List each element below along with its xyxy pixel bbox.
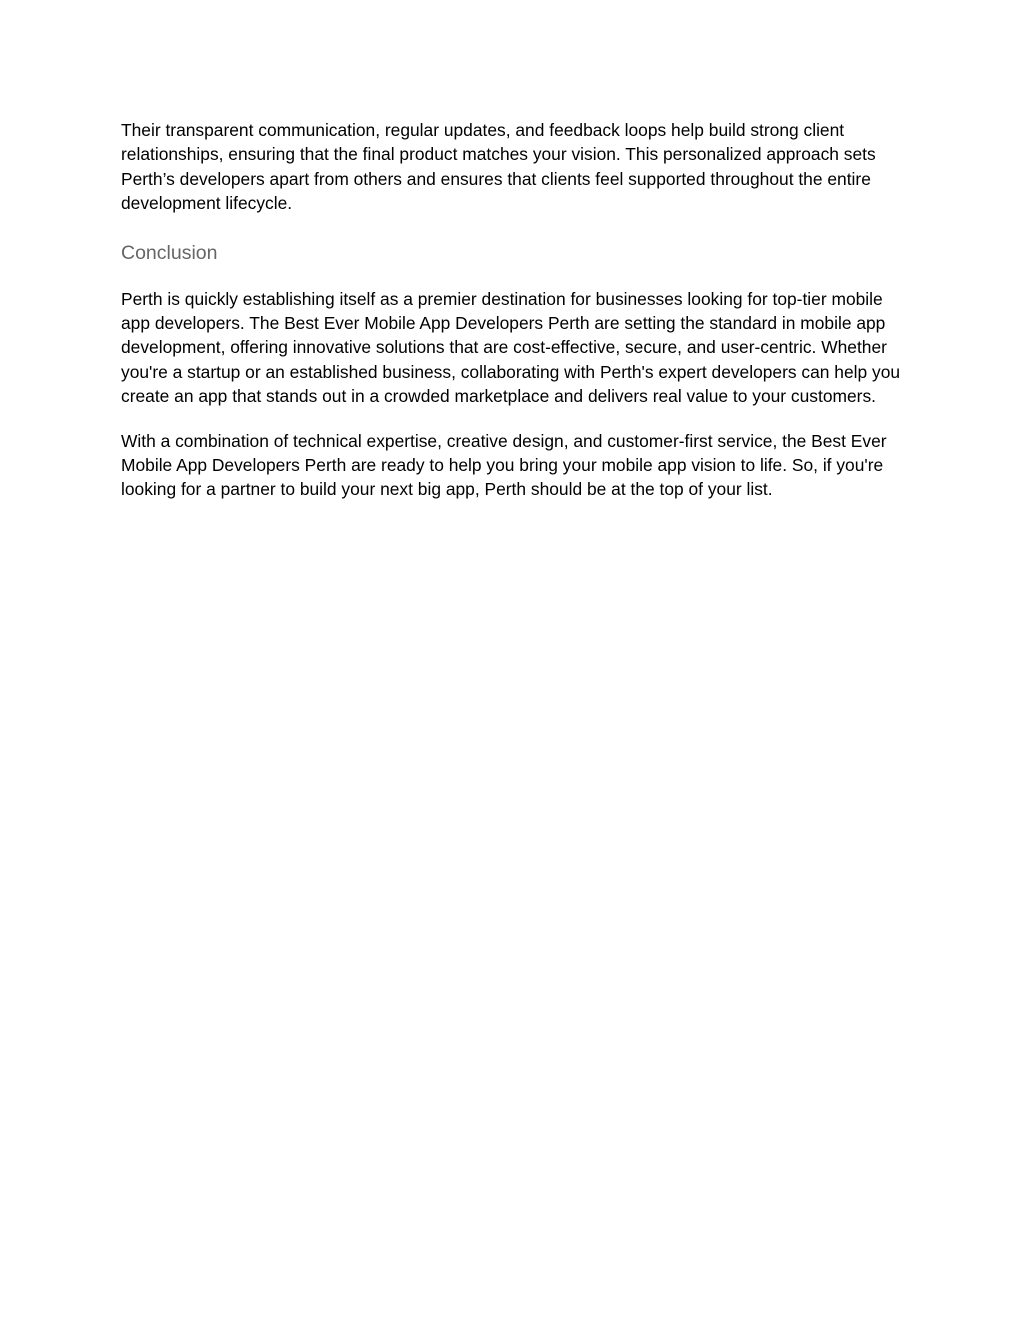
intro-paragraph: Their transparent communication, regular updates, and feedback loops help build strong client relationships, ensuring that the final product matches your vision. This personalized approach sets Perth’s developers apart from others and ensures that clients feel supported throughout the entire development lifecycle. xyxy=(121,120,876,214)
document-page xyxy=(121,118,911,502)
conclusion-paragraph-1: Perth is quickly establishing itself as a premier destination for businesses looking for top-tier mobile app developers. The Best Ever Mobile App Developers Perth are setting the standard in mobile app development, offering innovative solutions that are cost-effective, secure, and user-centric. Whether you're a startup or an established business, collaborating with Perth's expert developers can help you create an app that stands out in a crowded marketplace and delivers real value to your customers. xyxy=(121,288,901,407)
conclusion-heading: Conclusion xyxy=(121,241,218,264)
conclusion-paragraph-2: With a combination of technical expertise, creative design, and customer-first service, the Best Ever Mobile App Developers Perth are ready to help you bring your mobile app vision to life. So, if you're looking for a partner to build your next big app, Perth should be at the top of your list. xyxy=(121,430,887,500)
